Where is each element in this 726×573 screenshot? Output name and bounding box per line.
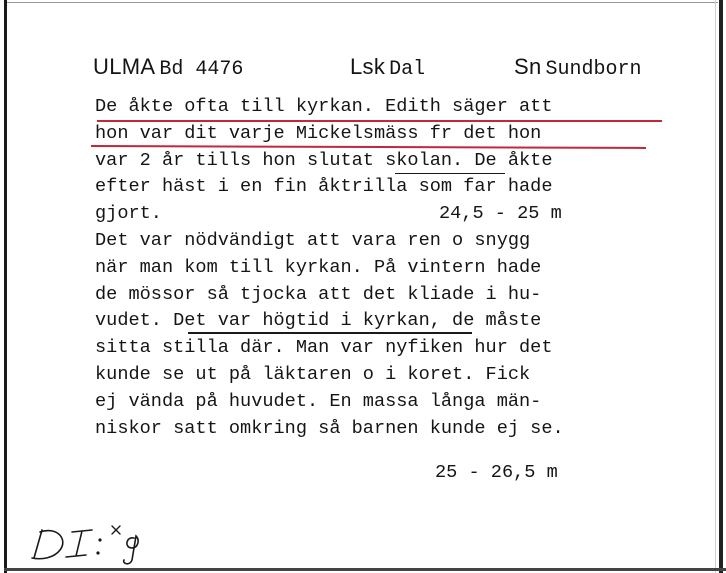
landskap-field — [350, 54, 425, 81]
text-line-11-content: kunde se ut på läktaren o i koret. Fick — [95, 363, 531, 385]
text-line-2 — [95, 121, 675, 148]
spacer-line — [95, 442, 675, 460]
card-edge-top — [4, 2, 718, 3]
text-line-13-content: niskor satt omkring så barnen kunde ej se. — [95, 417, 564, 439]
archive-ref: Bd 4476 — [159, 58, 244, 81]
text-line-7-content: när man kom till kyrkan. På vintern hade — [95, 256, 542, 278]
text-line-10 — [95, 335, 675, 362]
text-line-12-content: ej vända på huvudet. En massa långa män- — [95, 390, 542, 412]
text-line-10-content: sitta stilla där. Man var nyfiken hur det — [95, 337, 553, 359]
text-line-1 — [95, 94, 675, 121]
text-line-8 — [95, 282, 675, 309]
text-line-9-content: vudet. Det var högtid i kyrkan, de måste — [95, 310, 542, 332]
archive-field — [93, 54, 243, 81]
text-line-4-content: efter häst i en fin åktrilla som far hade — [95, 176, 553, 198]
time-reference-2: 25 - 26,5 m — [435, 462, 558, 484]
text-line-6 — [95, 228, 675, 255]
text-line-5-content: gjort. — [95, 203, 162, 225]
text-line-11 — [95, 362, 675, 389]
landskap-value: Dal — [389, 58, 426, 81]
time-reference-1: 24,5 - 25 m — [439, 203, 562, 225]
text-line-ref2 — [95, 460, 675, 487]
socken-label: Sn — [514, 54, 542, 79]
text-line-8-content: de mössor så tjocka att det kliade i hu- — [95, 283, 542, 305]
ink-underline — [188, 332, 472, 334]
handwritten-signature — [28, 516, 158, 566]
landskap-label: Lsk — [350, 54, 386, 79]
text-line-3-content: var 2 år tills hon slutat skolan. De åkte — [95, 149, 553, 171]
socken-field — [514, 54, 642, 81]
socken-value: Sundborn — [545, 58, 642, 81]
text-line-12 — [95, 389, 675, 416]
text-line-13 — [95, 416, 675, 443]
card-header — [0, 54, 726, 90]
card-edge-bottom — [4, 568, 726, 571]
card-body-text — [95, 94, 675, 487]
text-line-6-content: Det var nödvändigt att vara ren o snygg — [95, 229, 531, 251]
text-line-2-content: hon var dit varje Mickelsmäss fr det hon — [95, 122, 542, 144]
text-line-1-content: De åkte ofta till kyrkan. Edith säger att — [95, 96, 553, 117]
text-line-7 — [95, 255, 675, 282]
text-line-4 — [95, 174, 675, 201]
text-line-9 — [95, 308, 675, 335]
text-line-5 — [95, 201, 675, 228]
text-line-3 — [95, 148, 675, 175]
archive-label: ULMA — [93, 54, 156, 79]
